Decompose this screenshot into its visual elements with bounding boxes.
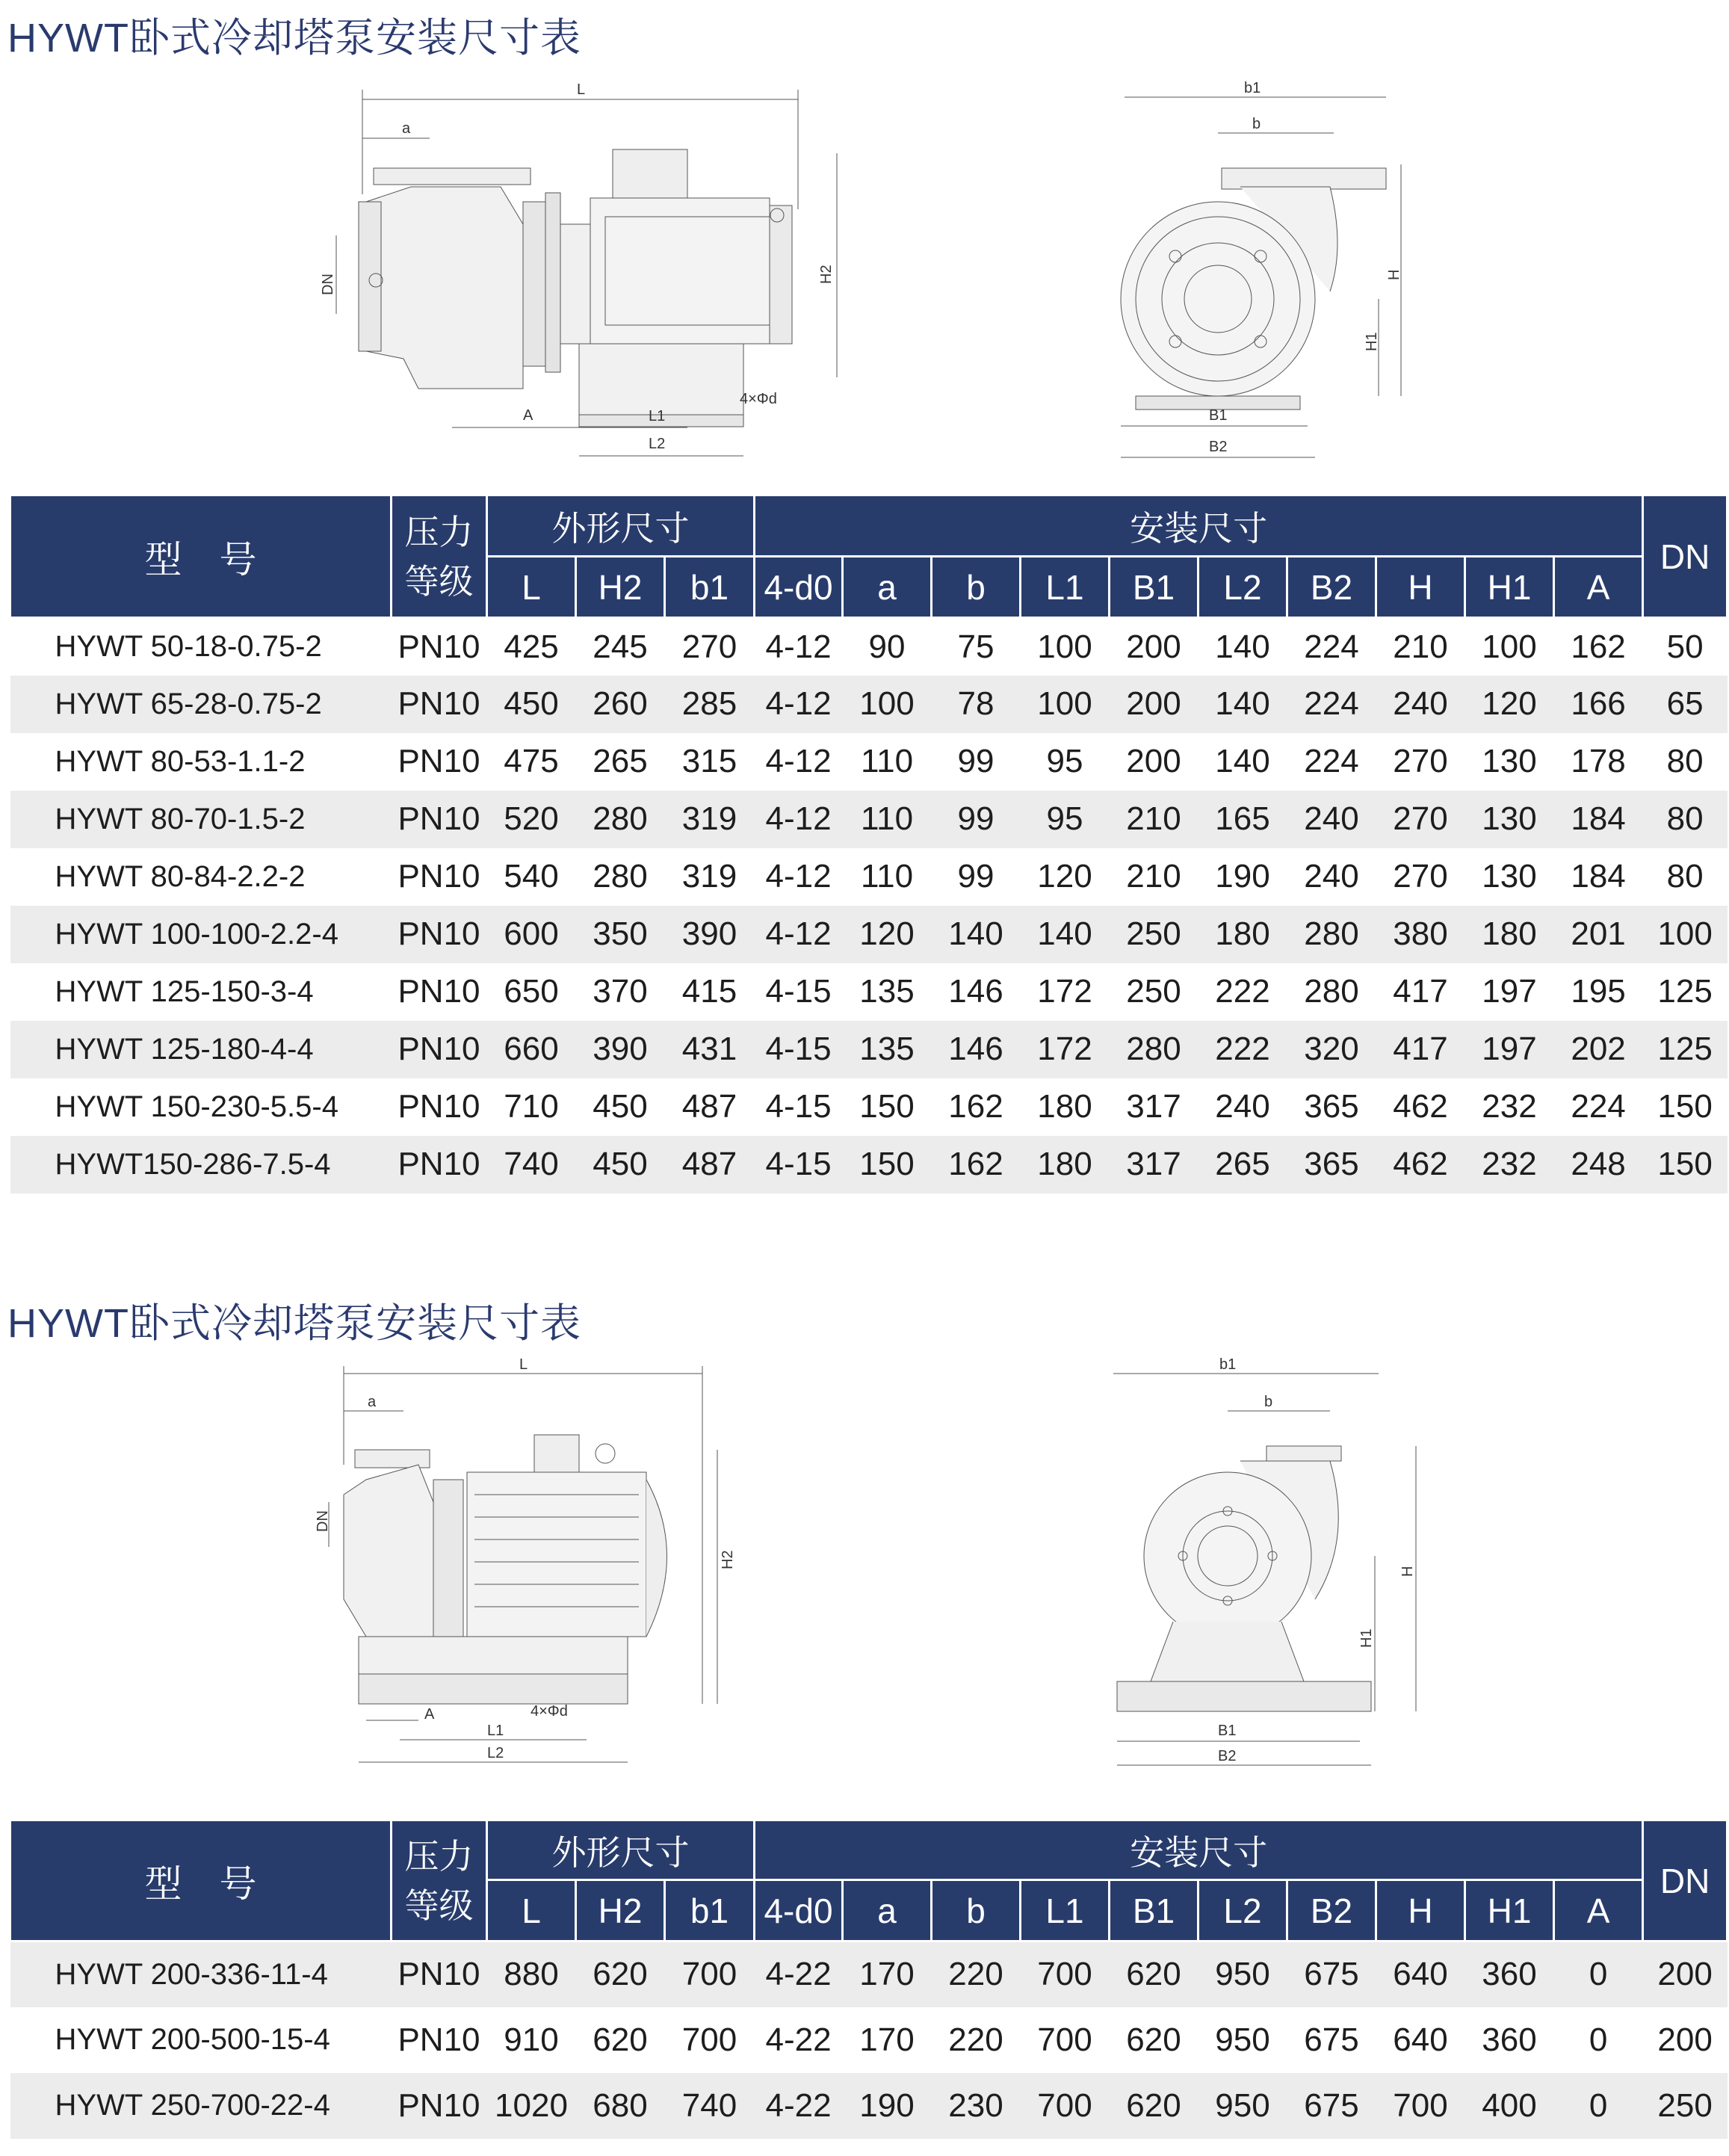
header-dn: DN bbox=[1643, 1820, 1728, 1942]
value-cell: 600 bbox=[487, 906, 576, 963]
header-install-dims: 安装尺寸 bbox=[755, 1820, 1643, 1880]
dim-B1-label: B1 bbox=[1218, 1723, 1237, 1739]
dim-H-label: H bbox=[1399, 1566, 1416, 1577]
value-cell: 180 bbox=[1198, 906, 1287, 963]
value-cell: 675 bbox=[1287, 2073, 1376, 2139]
value-cell: 450 bbox=[487, 676, 576, 733]
pressure-cell: PN10 bbox=[392, 1136, 487, 1193]
value-cell: 180 bbox=[1037, 1088, 1092, 1125]
col-header: L bbox=[487, 557, 576, 618]
value-cell: 170 bbox=[843, 1942, 932, 2007]
header-dn: DN bbox=[1643, 495, 1728, 618]
value-cell: 120 bbox=[1037, 858, 1092, 895]
value-cell: 232 bbox=[1465, 1136, 1554, 1193]
value-cell: 280 bbox=[1110, 1021, 1198, 1078]
value-cell: 80 bbox=[1643, 791, 1728, 848]
pump-side-view-drawing-1 bbox=[299, 75, 867, 478]
value-cell: 700 bbox=[681, 2021, 737, 2058]
value-cell: 280 bbox=[1287, 906, 1376, 963]
col-header: A bbox=[1554, 1880, 1643, 1942]
value-cell: 150 bbox=[843, 1136, 932, 1193]
value-cell: 232 bbox=[1482, 1088, 1537, 1125]
dim-a-label: a bbox=[368, 1394, 377, 1410]
value-cell: 380 bbox=[1376, 906, 1465, 963]
dim-B2-label: B2 bbox=[1209, 439, 1228, 455]
value-cell: 270 bbox=[681, 628, 737, 665]
col-header: H2 bbox=[576, 557, 665, 618]
value-cell: 317 bbox=[1126, 1088, 1181, 1125]
value-cell: 700 bbox=[1021, 2073, 1110, 2139]
value-cell: 319 bbox=[681, 858, 737, 895]
value-cell: 99 bbox=[932, 791, 1021, 848]
pressure-cell: PN10 bbox=[392, 791, 487, 848]
value-cell: 950 bbox=[1198, 2073, 1287, 2139]
value-cell: 170 bbox=[859, 2021, 915, 2058]
dim-L2-label: L2 bbox=[487, 1745, 504, 1761]
value-cell: 250 bbox=[1126, 973, 1181, 1010]
value-cell: 700 bbox=[1021, 1942, 1110, 2007]
dim-L2-label: L2 bbox=[649, 436, 666, 452]
table-row bbox=[10, 733, 1728, 791]
value-cell: 190 bbox=[843, 2073, 932, 2139]
value-cell: 200 bbox=[1126, 743, 1181, 779]
value-cell: 880 bbox=[487, 1942, 576, 2007]
value-cell: 320 bbox=[1287, 1021, 1376, 1078]
value-cell: 178 bbox=[1571, 743, 1626, 779]
value-cell: 65 bbox=[1643, 676, 1728, 733]
value-cell: 50 bbox=[1666, 628, 1704, 665]
value-cell: 315 bbox=[681, 743, 737, 779]
value-cell: 250 bbox=[1643, 2073, 1728, 2139]
dim-DN-label: DN bbox=[315, 1510, 331, 1532]
value-cell: 125 bbox=[1657, 973, 1713, 1010]
value-cell: 197 bbox=[1465, 1021, 1554, 1078]
model-cell: HYWT 50-18-0.75-2 bbox=[55, 630, 322, 664]
value-cell: 487 bbox=[665, 1136, 755, 1193]
table-row bbox=[10, 791, 1728, 848]
dim-holes-label: 4×Φd bbox=[531, 1703, 568, 1720]
value-cell: 350 bbox=[576, 906, 665, 963]
value-cell: 417 bbox=[1376, 1021, 1465, 1078]
header-outer-dims: 外形尺寸 bbox=[487, 495, 755, 557]
col-header: H1 bbox=[1465, 557, 1554, 618]
value-cell: 317 bbox=[1110, 1136, 1198, 1193]
value-cell: 640 bbox=[1393, 2021, 1448, 2058]
value-cell: 248 bbox=[1554, 1136, 1643, 1193]
value-cell: 390 bbox=[576, 1021, 665, 1078]
value-cell: 80 bbox=[1666, 858, 1704, 895]
value-cell: 450 bbox=[593, 1088, 648, 1125]
value-cell: 110 bbox=[860, 858, 914, 895]
col-header: b bbox=[932, 1880, 1021, 1942]
value-cell: 146 bbox=[948, 973, 1003, 1010]
value-cell: 360 bbox=[1465, 1942, 1554, 2007]
value-cell: 140 bbox=[1215, 743, 1270, 779]
value-cell: 4-12 bbox=[765, 858, 832, 895]
value-cell: 417 bbox=[1393, 973, 1448, 1010]
model-cell: HYWT 200-336-11-4 bbox=[10, 1942, 392, 2007]
value-cell: 230 bbox=[932, 2073, 1021, 2139]
value-cell: 620 bbox=[1126, 2021, 1181, 2058]
table-body-1 bbox=[10, 618, 1728, 1193]
value-cell: 150 bbox=[859, 1088, 915, 1125]
value-cell: 660 bbox=[487, 1021, 576, 1078]
value-cell: 75 bbox=[957, 628, 995, 665]
dim-a-label: a bbox=[402, 120, 411, 137]
value-cell: 4-12 bbox=[765, 628, 832, 665]
col-header: 4-d0 bbox=[755, 557, 843, 618]
value-cell: 4-15 bbox=[755, 1136, 843, 1193]
value-cell: 150 bbox=[1657, 1088, 1713, 1125]
col-header: a bbox=[843, 1880, 932, 1942]
dim-B2-label: B2 bbox=[1218, 1748, 1237, 1764]
table-row bbox=[10, 2007, 1728, 2073]
value-cell: 184 bbox=[1571, 858, 1626, 895]
value-cell: 280 bbox=[1304, 973, 1359, 1010]
value-cell: 415 bbox=[681, 973, 737, 1010]
value-cell: 90 bbox=[868, 628, 906, 665]
value-cell: 210 bbox=[1110, 791, 1198, 848]
value-cell: 950 bbox=[1215, 2021, 1270, 2058]
model-cell: HYWT150-286-7.5-4 bbox=[10, 1136, 392, 1193]
section1-title: HYWT卧式冷却塔泵安装尺寸表 bbox=[7, 16, 581, 61]
section2-title: HYWT卧式冷却塔泵安装尺寸表 bbox=[7, 1301, 581, 1346]
value-cell: 78 bbox=[932, 676, 1021, 733]
value-cell: 95 bbox=[1021, 791, 1110, 848]
value-cell: 240 bbox=[1376, 676, 1465, 733]
value-cell: 200 bbox=[1643, 1942, 1728, 2007]
value-cell: 146 bbox=[932, 1021, 1021, 1078]
value-cell: 365 bbox=[1287, 1136, 1376, 1193]
model-cell: HYWT 125-180-4-4 bbox=[10, 1021, 392, 1078]
value-cell: 120 bbox=[1465, 676, 1554, 733]
col-header: b1 bbox=[665, 1880, 755, 1942]
value-cell: 110 bbox=[860, 743, 914, 779]
value-cell: 140 bbox=[1198, 676, 1287, 733]
col-header: B2 bbox=[1287, 1880, 1376, 1942]
value-cell: 4-22 bbox=[755, 1942, 843, 2007]
value-cell: 100 bbox=[1021, 676, 1110, 733]
dim-H-label: H bbox=[1386, 269, 1402, 280]
value-cell: 740 bbox=[665, 2073, 755, 2139]
value-cell: 680 bbox=[576, 2073, 665, 2139]
value-cell: 240 bbox=[1304, 858, 1359, 895]
value-cell: 210 bbox=[1393, 628, 1448, 665]
value-cell: 224 bbox=[1304, 628, 1359, 665]
pressure-cell: PN10 bbox=[392, 2073, 487, 2139]
value-cell: 140 bbox=[1215, 628, 1270, 665]
value-cell: 4-12 bbox=[755, 676, 843, 733]
value-cell: 400 bbox=[1465, 2073, 1554, 2139]
value-cell: 100 bbox=[843, 676, 932, 733]
table-row bbox=[10, 1021, 1728, 1078]
col-header: b bbox=[932, 557, 1021, 618]
value-cell: 280 bbox=[593, 858, 648, 895]
value-cell: 240 bbox=[1215, 1088, 1270, 1125]
value-cell: 162 bbox=[1571, 628, 1626, 665]
header-pressure: 压力等级 bbox=[392, 495, 487, 618]
value-cell: 0 bbox=[1554, 2073, 1643, 2139]
header-pressure: 压力等级 bbox=[392, 1820, 487, 1942]
dim-H1-label: H1 bbox=[1364, 332, 1380, 351]
table-row bbox=[10, 676, 1728, 733]
col-header: L bbox=[487, 1880, 576, 1942]
value-cell: 140 bbox=[1021, 906, 1110, 963]
col-header: H1 bbox=[1465, 1880, 1554, 1942]
dim-b1-label: b1 bbox=[1219, 1356, 1237, 1373]
value-cell: 222 bbox=[1215, 973, 1270, 1010]
value-cell: 620 bbox=[593, 2021, 648, 2058]
dim-b-label: b bbox=[1252, 116, 1261, 132]
table-row bbox=[10, 1136, 1728, 1193]
col-header: L2 bbox=[1198, 557, 1287, 618]
value-cell: 162 bbox=[932, 1136, 1021, 1193]
value-cell: 4-22 bbox=[765, 2021, 832, 2058]
pressure-cell: PN10 bbox=[392, 906, 487, 963]
table-body-2 bbox=[10, 1942, 1728, 2139]
value-cell: 260 bbox=[576, 676, 665, 733]
value-cell: 360 bbox=[1482, 2021, 1537, 2058]
pressure-cell: PN10 bbox=[392, 676, 487, 733]
model-cell: HYWT 200-500-15-4 bbox=[55, 2023, 330, 2056]
header-outer-dims: 外形尺寸 bbox=[487, 1820, 755, 1880]
dim-b-label: b bbox=[1264, 1394, 1273, 1410]
value-cell: 675 bbox=[1287, 1942, 1376, 2007]
col-header: H2 bbox=[576, 1880, 665, 1942]
value-cell: 130 bbox=[1482, 858, 1537, 895]
table-row bbox=[10, 848, 1728, 906]
value-cell: 165 bbox=[1198, 791, 1287, 848]
dim-A-label: A bbox=[523, 407, 533, 424]
value-cell: 224 bbox=[1287, 676, 1376, 733]
col-header: H bbox=[1376, 1880, 1465, 1942]
value-cell: 950 bbox=[1198, 1942, 1287, 2007]
value-cell: 700 bbox=[1376, 2073, 1465, 2139]
model-cell: HYWT 100-100-2.2-4 bbox=[10, 906, 392, 963]
dim-b1-label: b1 bbox=[1244, 80, 1261, 96]
value-cell: 4-12 bbox=[765, 743, 832, 779]
value-cell: 99 bbox=[957, 743, 995, 779]
col-header: A bbox=[1554, 557, 1643, 618]
value-cell: 740 bbox=[487, 1136, 576, 1193]
value-cell: 202 bbox=[1554, 1021, 1643, 1078]
value-cell: 80 bbox=[1666, 743, 1704, 779]
value-cell: 180 bbox=[1465, 906, 1554, 963]
value-cell: 220 bbox=[948, 2021, 1003, 2058]
value-cell: 640 bbox=[1376, 1942, 1465, 2007]
value-cell: 245 bbox=[593, 628, 648, 665]
value-cell: 190 bbox=[1215, 858, 1270, 895]
dim-B1-label: B1 bbox=[1209, 407, 1228, 424]
col-header: a bbox=[843, 557, 932, 618]
value-cell: 100 bbox=[1037, 628, 1092, 665]
pressure-cell: PN10 bbox=[398, 743, 480, 779]
value-cell: 120 bbox=[843, 906, 932, 963]
value-cell: 135 bbox=[843, 1021, 932, 1078]
col-header: b1 bbox=[665, 557, 755, 618]
pressure-cell: PN10 bbox=[398, 2021, 480, 2058]
value-cell: 172 bbox=[1037, 973, 1092, 1010]
spec-table-1 bbox=[9, 494, 1728, 1193]
value-cell: 270 bbox=[1393, 743, 1448, 779]
col-header: L1 bbox=[1021, 557, 1110, 618]
col-header: B1 bbox=[1110, 557, 1198, 618]
value-cell: 540 bbox=[504, 858, 559, 895]
pressure-cell: PN10 bbox=[398, 973, 480, 1010]
value-cell: 200 bbox=[1126, 628, 1181, 665]
value-cell: 520 bbox=[487, 791, 576, 848]
value-cell: 197 bbox=[1482, 973, 1537, 1010]
value-cell: 150 bbox=[1643, 1136, 1728, 1193]
value-cell: 100 bbox=[1482, 628, 1537, 665]
value-cell: 620 bbox=[1110, 1942, 1198, 2007]
value-cell: 700 bbox=[1037, 2021, 1092, 2058]
header-model: 型 号 bbox=[10, 1820, 392, 1942]
value-cell: 265 bbox=[593, 743, 648, 779]
dim-holes-label: 4×Φd bbox=[740, 391, 777, 407]
col-header: L1 bbox=[1021, 1880, 1110, 1942]
value-cell: 4-12 bbox=[755, 906, 843, 963]
value-cell: 280 bbox=[576, 791, 665, 848]
table-row bbox=[10, 618, 1728, 676]
value-cell: 220 bbox=[932, 1942, 1021, 2007]
value-cell: 100 bbox=[1643, 906, 1728, 963]
value-cell: 250 bbox=[1110, 906, 1198, 963]
pressure-cell: PN10 bbox=[398, 858, 480, 895]
pump-front-view-drawing-2 bbox=[1106, 1353, 1464, 1771]
dim-L1-label: L1 bbox=[487, 1723, 504, 1739]
value-cell: 431 bbox=[665, 1021, 755, 1078]
value-cell: 195 bbox=[1571, 973, 1626, 1010]
value-cell: 224 bbox=[1571, 1088, 1626, 1125]
value-cell: 450 bbox=[576, 1136, 665, 1193]
value-cell: 110 bbox=[843, 791, 932, 848]
col-header: 4-d0 bbox=[755, 1880, 843, 1942]
dim-H1-label: H1 bbox=[1358, 1628, 1375, 1648]
pressure-cell: PN10 bbox=[398, 1088, 480, 1125]
value-cell: 365 bbox=[1304, 1088, 1359, 1125]
value-cell: 285 bbox=[665, 676, 755, 733]
col-header: B2 bbox=[1287, 557, 1376, 618]
value-cell: 200 bbox=[1657, 2021, 1713, 2058]
value-cell: 462 bbox=[1376, 1136, 1465, 1193]
pump-front-view-drawing-1 bbox=[1106, 75, 1464, 463]
value-cell: 700 bbox=[665, 1942, 755, 2007]
value-cell: 4-22 bbox=[755, 2073, 843, 2139]
model-cell: HYWT 125-150-3-4 bbox=[55, 974, 314, 1008]
dim-H2-label: H2 bbox=[720, 1550, 736, 1569]
table-row bbox=[10, 2073, 1728, 2139]
value-cell: 200 bbox=[1110, 676, 1198, 733]
model-cell: HYWT 65-28-0.75-2 bbox=[10, 676, 392, 733]
col-header: H bbox=[1376, 557, 1465, 618]
value-cell: 390 bbox=[665, 906, 755, 963]
header-model: 型 号 bbox=[10, 495, 392, 618]
value-cell: 620 bbox=[1110, 2073, 1198, 2139]
value-cell: 319 bbox=[665, 791, 755, 848]
value-cell: 201 bbox=[1554, 906, 1643, 963]
value-cell: 95 bbox=[1046, 743, 1083, 779]
model-cell: HYWT 250-700-22-4 bbox=[10, 2073, 392, 2139]
value-cell: 224 bbox=[1304, 743, 1359, 779]
pressure-cell: PN10 bbox=[392, 1021, 487, 1078]
spec-table-2 bbox=[9, 1819, 1728, 2139]
pressure-cell: PN10 bbox=[392, 1942, 487, 2007]
table-row bbox=[10, 963, 1728, 1021]
table-row bbox=[10, 906, 1728, 963]
model-cell: HYWT 150-230-5.5-4 bbox=[55, 1090, 338, 1123]
model-cell: HYWT 80-53-1.1-2 bbox=[55, 744, 306, 778]
value-cell: 130 bbox=[1482, 743, 1537, 779]
value-cell: 425 bbox=[504, 628, 559, 665]
value-cell: 222 bbox=[1198, 1021, 1287, 1078]
pump-side-view-drawing-2 bbox=[299, 1353, 762, 1771]
value-cell: 270 bbox=[1376, 791, 1465, 848]
table-row bbox=[10, 1078, 1728, 1136]
value-cell: 0 bbox=[1554, 1942, 1643, 2007]
value-cell: 99 bbox=[957, 858, 995, 895]
value-cell: 620 bbox=[576, 1942, 665, 2007]
value-cell: 462 bbox=[1393, 1088, 1448, 1125]
value-cell: 166 bbox=[1554, 676, 1643, 733]
value-cell: 210 bbox=[1126, 858, 1181, 895]
value-cell: 4-12 bbox=[755, 791, 843, 848]
value-cell: 1020 bbox=[487, 2073, 576, 2139]
table-row bbox=[10, 1942, 1728, 2007]
value-cell: 184 bbox=[1554, 791, 1643, 848]
value-cell: 240 bbox=[1287, 791, 1376, 848]
value-cell: 4-15 bbox=[765, 973, 832, 1010]
col-header: L2 bbox=[1198, 1880, 1287, 1942]
value-cell: 180 bbox=[1021, 1136, 1110, 1193]
value-cell: 172 bbox=[1021, 1021, 1110, 1078]
dim-L-label: L bbox=[519, 1356, 528, 1373]
value-cell: 125 bbox=[1643, 1021, 1728, 1078]
value-cell: 4-15 bbox=[755, 1021, 843, 1078]
value-cell: 265 bbox=[1198, 1136, 1287, 1193]
header-install-dims: 安装尺寸 bbox=[755, 495, 1643, 557]
model-cell: HYWT 80-70-1.5-2 bbox=[10, 791, 392, 848]
value-cell: 4-15 bbox=[765, 1088, 832, 1125]
value-cell: 162 bbox=[948, 1088, 1003, 1125]
pressure-cell: PN10 bbox=[398, 628, 480, 665]
dim-L1-label: L1 bbox=[649, 408, 666, 424]
value-cell: 135 bbox=[859, 973, 915, 1010]
value-cell: 130 bbox=[1465, 791, 1554, 848]
value-cell: 710 bbox=[504, 1088, 559, 1125]
value-cell: 650 bbox=[504, 973, 559, 1010]
value-cell: 475 bbox=[504, 743, 559, 779]
dim-DN-label: DN bbox=[320, 274, 336, 295]
value-cell: 270 bbox=[1393, 858, 1448, 895]
dim-A-label: A bbox=[424, 1706, 435, 1723]
value-cell: 675 bbox=[1304, 2021, 1359, 2058]
value-cell: 140 bbox=[932, 906, 1021, 963]
value-cell: 487 bbox=[681, 1088, 737, 1125]
value-cell: 0 bbox=[1589, 2021, 1608, 2058]
dim-H2-label: H2 bbox=[818, 265, 835, 284]
dim-L-label: L bbox=[577, 81, 586, 98]
col-header: B1 bbox=[1110, 1880, 1198, 1942]
value-cell: 370 bbox=[593, 973, 648, 1010]
model-cell: HYWT 80-84-2.2-2 bbox=[55, 859, 306, 893]
value-cell: 910 bbox=[504, 2021, 559, 2058]
